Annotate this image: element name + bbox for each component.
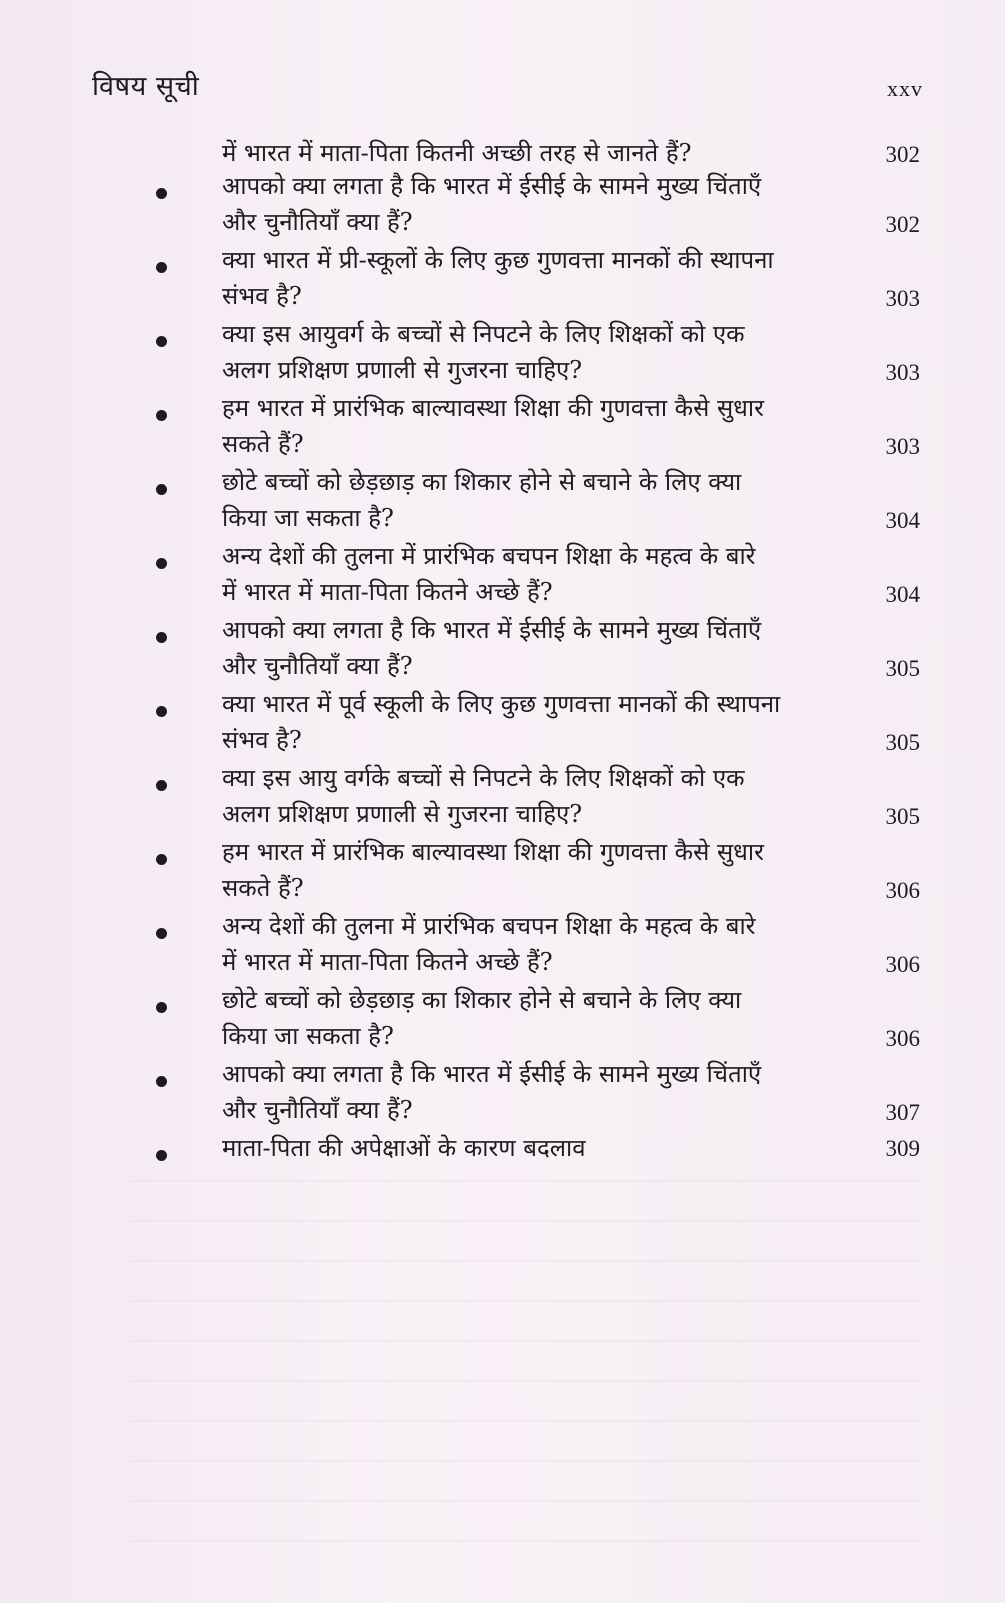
toc-entry-line2: अलग प्रशिक्षण प्रणाली से गुजरना चाहिए? — [222, 800, 583, 828]
toc-entry-line1: हम भारत में प्रारंभिक बाल्यावस्था शिक्षा की गुणवत्ता कैसे सुधार — [222, 394, 764, 422]
toc-entry-page: 309 — [885, 1136, 920, 1161]
bullet-icon — [156, 1002, 167, 1013]
toc-entry-line2: और चुनौतियाँ क्या हैं? — [222, 1096, 413, 1124]
toc-entry-page: 305 — [885, 804, 920, 829]
continued-entry-text: में भारत में माता-पिता कितनी अच्छी तरह से जानते हैं? — [222, 139, 692, 167]
toc-entry-line1: क्या इस आयु वर्गके बच्चों से निपटने के लिए शिक्षकों को एक — [222, 764, 745, 792]
toc-entry-page: 303 — [885, 434, 920, 459]
toc-entry-line2: संभव है? — [222, 726, 302, 754]
toc-entry-line1: हम भारत में प्रारंभिक बाल्यावस्था शिक्षा की गुणवत्ता कैसे सुधार — [222, 838, 764, 866]
toc-entry-line2: किया जा सकता है? — [222, 504, 394, 532]
toc-entry-line2: अलग प्रशिक्षण प्रणाली से गुजरना चाहिए? — [222, 356, 583, 384]
toc-entry-page: 304 — [885, 582, 920, 607]
bullet-icon — [156, 632, 167, 643]
toc-entry-line1: आपको क्या लगता है कि भारत में ईसीई के सामने मुख्य चिंताएँ — [222, 1060, 762, 1088]
toc-entry-page: 303 — [885, 286, 920, 311]
bullet-icon — [156, 262, 167, 273]
toc-entry-line1: अन्य देशों की तुलना में प्रारंभिक बचपन शिक्षा के महत्व के बारे — [222, 912, 756, 940]
toc-entry-line1: माता-पिता की अपेक्षाओं के कारण बदलाव — [222, 1134, 586, 1162]
toc-entry-line2: संभव है? — [222, 282, 302, 310]
roman-page-number: xxv — [887, 76, 923, 101]
toc-entry-line1: आपको क्या लगता है कि भारत में ईसीई के सामने मुख्य चिंताएँ — [222, 616, 762, 644]
bullet-icon — [156, 484, 167, 495]
toc-entry-page: 304 — [885, 508, 920, 533]
toc-entry-page: 306 — [885, 1026, 920, 1051]
table-of-contents — [0, 132, 1005, 1172]
toc-entry-line1: क्या भारत में प्री-स्कूलों के लिए कुछ गुणवत्ता मानकों की स्थापना — [222, 246, 774, 274]
toc-entry-line2: और चुनौतियाँ क्या हैं? — [222, 652, 413, 680]
toc-entry-page: 306 — [885, 952, 920, 977]
toc-entry-line1: अन्य देशों की तुलना में प्रारंभिक बचपन शिक्षा के महत्व के बारे — [222, 542, 756, 570]
toc-entry-page: 305 — [885, 656, 920, 681]
toc-entry-line1: छोटे बच्चों को छेड़छाड़ का शिकार होने से बचाने के लिए क्या — [222, 986, 742, 1014]
toc-entry-line1: क्या भारत में पूर्व स्कूली के लिए कुछ गुणवत्ता मानकों की स्थापना — [222, 690, 781, 718]
bullet-icon — [156, 706, 167, 717]
toc-entry-page: 306 — [885, 878, 920, 903]
bullet-icon — [156, 928, 167, 939]
toc-entry-line1: छोटे बच्चों को छेड़छाड़ का शिकार होने से बचाने के लिए क्या — [222, 468, 742, 496]
toc-entry-page: 302 — [885, 212, 920, 237]
toc-entry-line2: और चुनौतियाँ क्या हैं? — [222, 208, 413, 236]
toc-entry-page: 307 — [885, 1100, 920, 1125]
toc-entry-line2: में भारत में माता-पिता कितने अच्छे हैं? — [222, 948, 553, 976]
toc-entry-line2: किया जा सकता है? — [222, 1022, 394, 1050]
toc-entry-page: 303 — [885, 360, 920, 385]
show-through-texture — [130, 1180, 920, 1560]
toc-entry-line2: सकते हैं? — [222, 430, 304, 458]
toc-entry-line2: सकते हैं? — [222, 874, 304, 902]
bullet-icon — [156, 854, 167, 865]
bullet-icon — [156, 780, 167, 791]
bullet-icon — [156, 1076, 167, 1087]
bullet-icon — [156, 558, 167, 569]
running-header-title: विषय सूची — [92, 71, 200, 102]
bullet-icon — [156, 188, 167, 199]
toc-entry-line1: आपको क्या लगता है कि भारत में ईसीई के सामने मुख्य चिंताएँ — [222, 172, 762, 200]
toc-entry-line2: में भारत में माता-पिता कितने अच्छे हैं? — [222, 578, 553, 606]
toc-entry-page: 305 — [885, 730, 920, 755]
bullet-icon — [156, 1150, 167, 1161]
bullet-icon — [156, 336, 167, 347]
toc-entry-line1: क्या इस आयुवर्ग के बच्चों से निपटने के लिए शिक्षकों को एक — [222, 320, 745, 348]
bullet-icon — [156, 410, 167, 421]
continued-entry-page: 302 — [885, 142, 920, 167]
